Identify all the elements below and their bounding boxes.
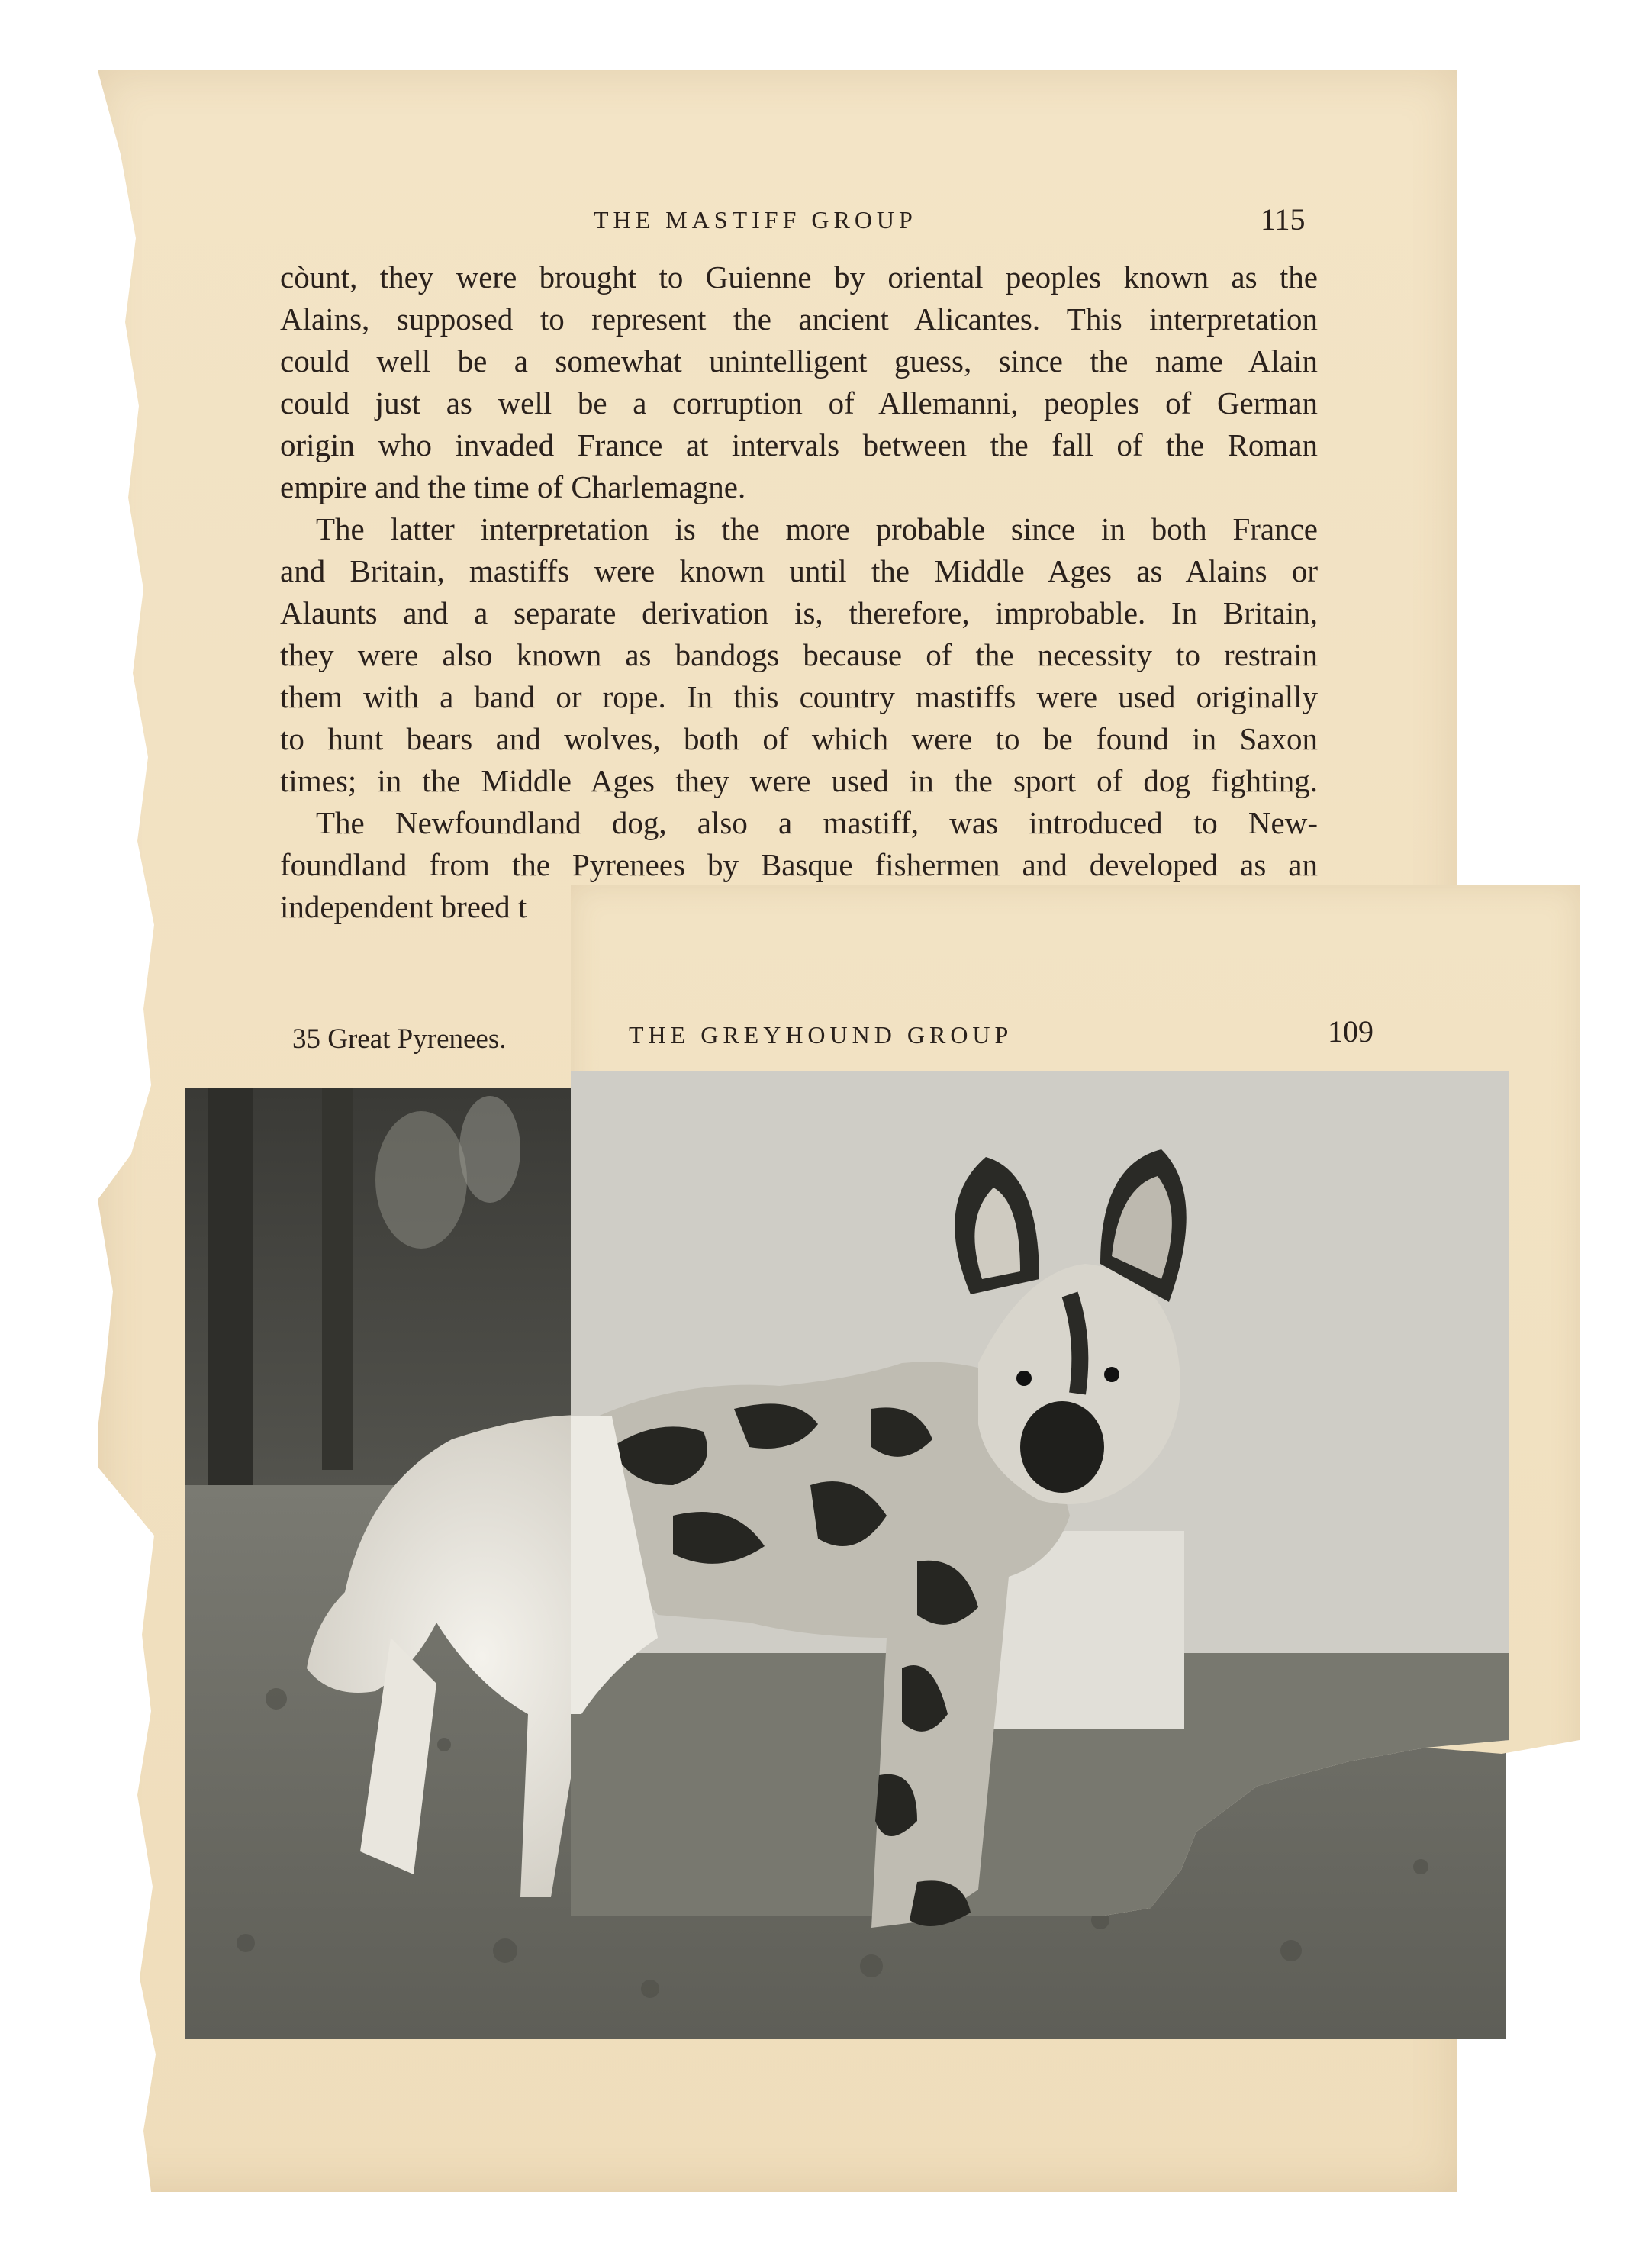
body-line: could well be a somewhat unintelligent guess, since the name Alain (280, 343, 1318, 379)
greyhound-page-header: THE GREYHOUND GROUP (629, 1021, 1013, 1049)
body-line: The latter interpretation is the more probable since in both France (316, 511, 1318, 546)
body-line: they were also known as bandogs because of the necessity to restrain (280, 637, 1318, 672)
body-line: empire and the time of Charlemagne. (280, 469, 746, 504)
body-line: Alains, supposed to represent the ancient Alicantes. This interpretation (280, 301, 1318, 337)
body-line: Alaunts and a separate derivation is, therefore, improbable. In Britain, (280, 595, 1318, 630)
mastiff-page-header: THE MASTIFF GROUP (594, 206, 917, 234)
body-line: origin who invaded France at intervals between the fall of the Roman (280, 427, 1318, 462)
body-line: to hunt bears and wolves, both of which were to be found in Saxon (280, 721, 1318, 756)
greyhound-page-number: 109 (1328, 1014, 1373, 1049)
photo-caption: 35 Great Pyrenees. (292, 1023, 507, 1055)
body-line: foundland from the Pyrenees by Basque fishermen and developed as an (280, 847, 1318, 882)
body-line: them with a band or rope. In this country mastiffs were used originally (280, 679, 1318, 714)
mastiff-page-number: 115 (1261, 202, 1306, 237)
body-line: and Britain, mastiffs were known until the Middle Ages as Alains or (280, 553, 1318, 588)
body-line: independent breed t (280, 889, 527, 924)
body-line: The Newfoundland dog, also a mastiff, was introduced to New- (316, 805, 1318, 840)
body-line: còunt, they were brought to Guienne by oriental peoples known as the (280, 259, 1318, 295)
body-line: could just as well be a corruption of Allemanni, peoples of German (280, 385, 1318, 421)
body-line: times; in the Middle Ages they were used in the sport of dog fighting. (280, 763, 1318, 798)
